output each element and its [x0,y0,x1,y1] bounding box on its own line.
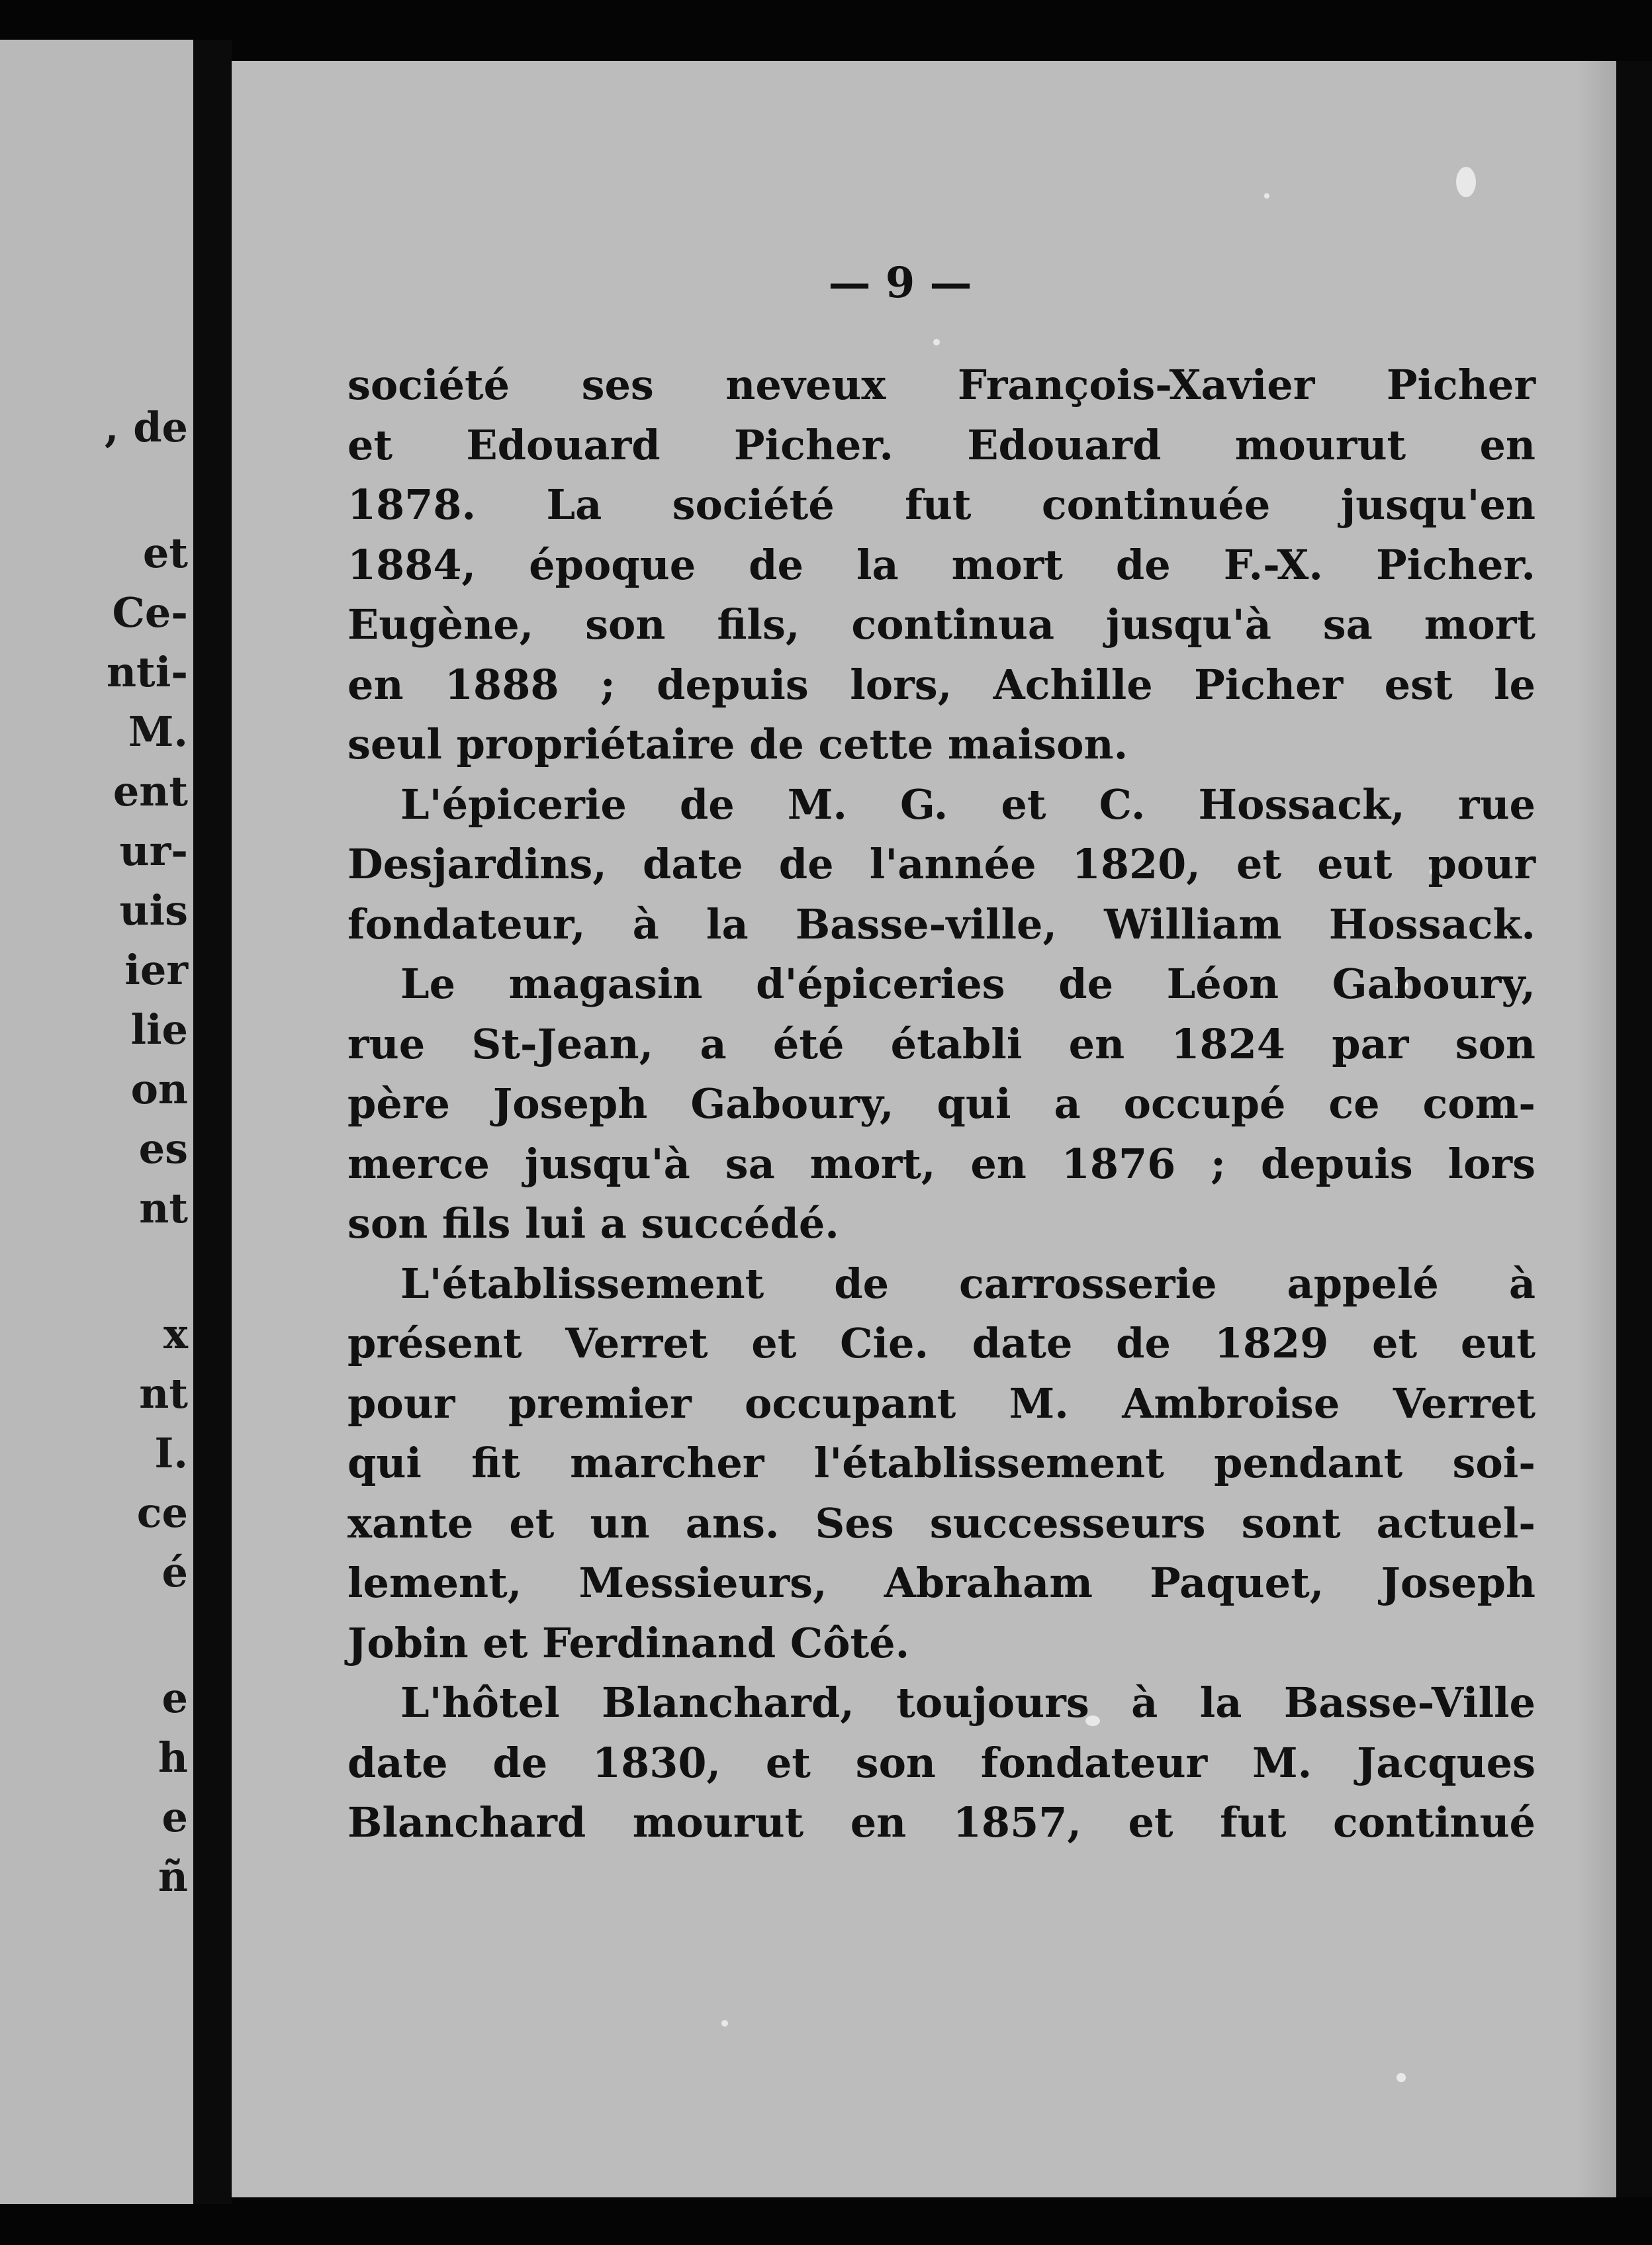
left-page-fragment: ñ [158,1853,188,1901]
text-line: date de 1830, et son fondateur M. Jacques [347,1738,1536,1787]
text-line: 1884, époque de la mort de F.-X. Picher. [347,540,1536,589]
left-page-fragment: nt [139,1369,188,1418]
left-page-fragment: I. [154,1429,188,1477]
text-line: en 1888 ; depuis lors, Achille Picher est le [347,660,1536,709]
text-line: son fils lui a succédé. [347,1199,839,1248]
left-page-fragment: , de [105,403,188,451]
text-line: Eugène, son fils, continua jusqu'à sa mort [347,600,1536,649]
left-page-fragment: x [163,1310,188,1358]
left-page-fragment: ent [113,767,188,815]
left-page-fragment: e [161,1793,188,1841]
left-page-fragment: Ce- [112,588,188,637]
body-text [347,355,1536,1853]
text-line: présent Verret et Cie. date de 1829 et eut [347,1319,1536,1367]
facing-page-left [0,40,193,2204]
text-line: rue St-Jean, a été établi en 1824 par son [347,1019,1536,1068]
left-page-fragment: h [158,1733,188,1782]
page-number: — 9 — [828,258,972,308]
text-line: lement, Messieurs, Abraham Paquet, Joseph [347,1559,1536,1607]
left-page-fragment: es [138,1124,188,1173]
left-page-fragment: nti- [106,648,188,696]
text-line: 1878. La société fut continuée jusqu'en [347,481,1536,529]
left-page-fragment: M. [128,708,188,756]
text-line: fondateur, à la Basse-ville, William Hossack. [347,899,1536,948]
left-page-fragment: ce [136,1489,188,1537]
left-page-fragment: lie [130,1005,188,1054]
text-line: seul propriétaire de cette maison. [347,720,1128,768]
left-page-fragment: ier [124,946,188,994]
scan-border-right [1616,61,1652,2197]
text-line: L'hôtel Blanchard, toujours à la Basse-Ville [400,1678,1536,1727]
left-page-fragment: e [161,1674,188,1722]
left-page-fragment: é [161,1548,188,1596]
text-line: L'établissement de carrosserie appelé à [400,1259,1536,1308]
left-page-fragment: on [130,1065,188,1113]
text-line: L'épicerie de M. G. et C. Hossack, rue [400,780,1536,829]
text-line: Le magasin d'épiceries de Léon Gaboury, [400,960,1536,1008]
text-line: Desjardins, date de l'année 1820, et eut pour [347,840,1536,888]
book-gutter [193,40,232,2204]
text-line: société ses neveux François-Xavier Picher [347,361,1536,409]
left-page-fragment: ur- [119,827,188,875]
text-line: et Edouard Picher. Edouard mourut en [347,420,1536,469]
text-line: merce jusqu'à sa mort, en 1876 ; depuis lors [347,1139,1536,1188]
text-line: Jobin et Ferdinand Côté. [347,1618,910,1667]
left-page-fragment: uis [119,886,188,935]
left-page-fragment: nt [139,1184,188,1232]
page-shadow [1577,61,1616,2197]
text-line: xante et un ans. Ses successeurs sont actuel- [347,1498,1536,1547]
text-line: père Joseph Gaboury, qui a occupé ce com- [347,1079,1536,1128]
text-line: qui fit marcher l'établissement pendant soi- [347,1439,1536,1487]
text-line: pour premier occupant M. Ambroise Verret [347,1379,1536,1428]
left-page-fragment: et [142,529,188,577]
book-page [232,61,1616,2197]
text-line: Blanchard mourut en 1857, et fut continué [347,1798,1536,1847]
